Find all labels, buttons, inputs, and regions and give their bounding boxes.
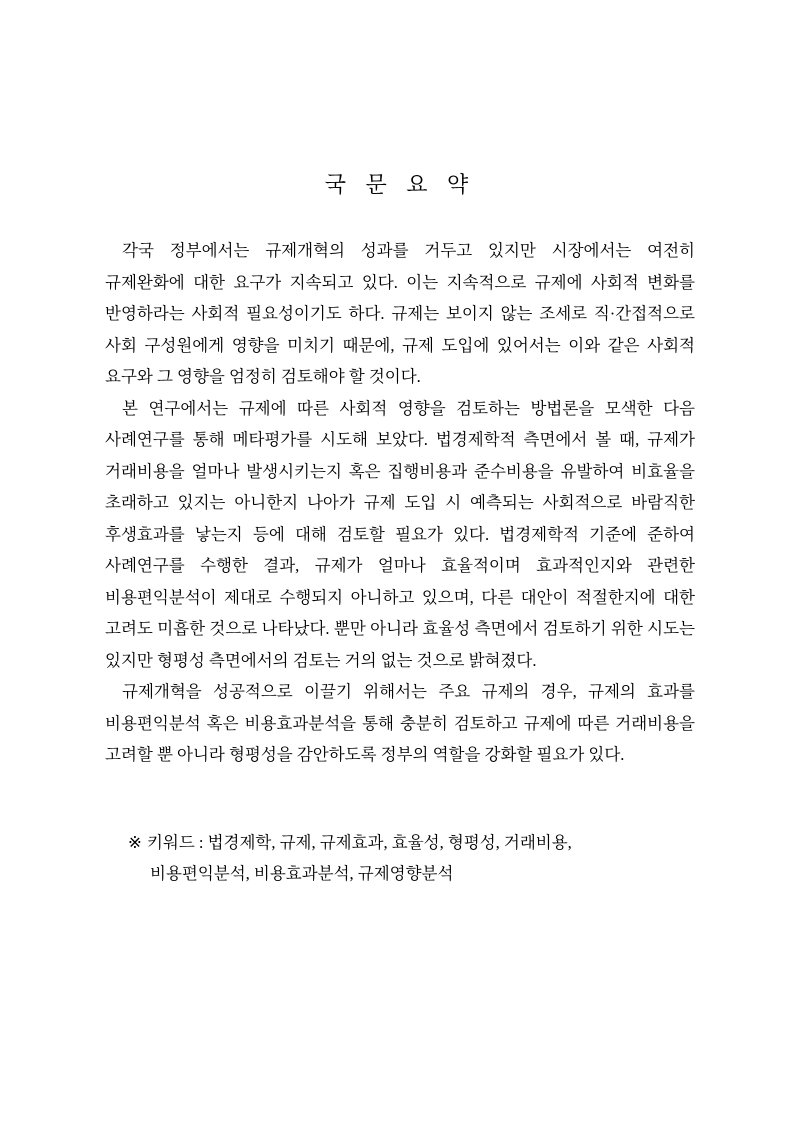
keywords-list: 법경제학, 규제, 규제효과, 효율성, 형평성, 거래비용, 비용편익분석, 비용효과분석, 규제영향분석: [150, 832, 572, 883]
page-title: 국 문 요 약: [324, 172, 476, 197]
keywords-block: [105, 827, 695, 890]
abstract-body: [105, 235, 695, 771]
paragraph-3: 규제개혁을 성공적으로 이끌기 위해서는 주요 규제의 경우, 규제의 효과를 비용편익분석 혹은 비용효과분석을 통해 충분히 검토하고 규제에 따른 거래비용을 고려할 뿐 아니라 형평성을 감안하도록 정부의 역할을 강화할 필요가 있다.: [105, 682, 695, 764]
paragraph-1: 각국 정부에서는 규제개혁의 성과를 거두고 있지만 시장에서는 여전히 규제완화에 대한 요구가 지속되고 있다. 이는 지속적으로 규제에 사회적 변화를 반영하라는 사회적 필요성이기도 하다. 규제는 보이지 않는 조세로 직·간접적으로 사회 구성원에게 영향을 미치기 때문에, 규제 도입에 있어서는 이와 같은 사회적 요구와 그 영향을 엄정히 검토해야 할 것이다.: [105, 241, 695, 386]
keywords-label: 키워드 :: [146, 832, 204, 852]
reference-mark-icon: ※: [128, 832, 143, 852]
paragraph-2: 본 연구에서는 규제에 따른 사회적 영향을 검토하는 방법론을 모색한 다음 사례연구를 통해 메타평가를 시도해 보았다. 법경제학적 측면에서 볼 때, 규제가 거래비용을 얼마나 발생시키는지 혹은 집행비용과 준수비용을 유발하여 비효율을 초래하고 있지는 아니한지 나아가 규제 도입 시 예측되는 사회적으로 바람직한 후생효과를 낳는지 등에 대해 검토할 필요가 있다. 법경제학적 기준에 준하여 사례연구를 수행한 결과, 규제가 얼마나 효율적이며 효과적인지와 관련한 비용편익분석이 제대로 수행되지 아니하고 있으며, 다른 대안이 적절한지에 대한 고려도 미흡한 것으로 나타났다. 뿐만 아니라 효율성 측면에서 검토하기 위한 시도는 있지만 형평성 측면에서의 검토는 거의 없는 것으로 밝혀졌다.: [105, 398, 695, 670]
